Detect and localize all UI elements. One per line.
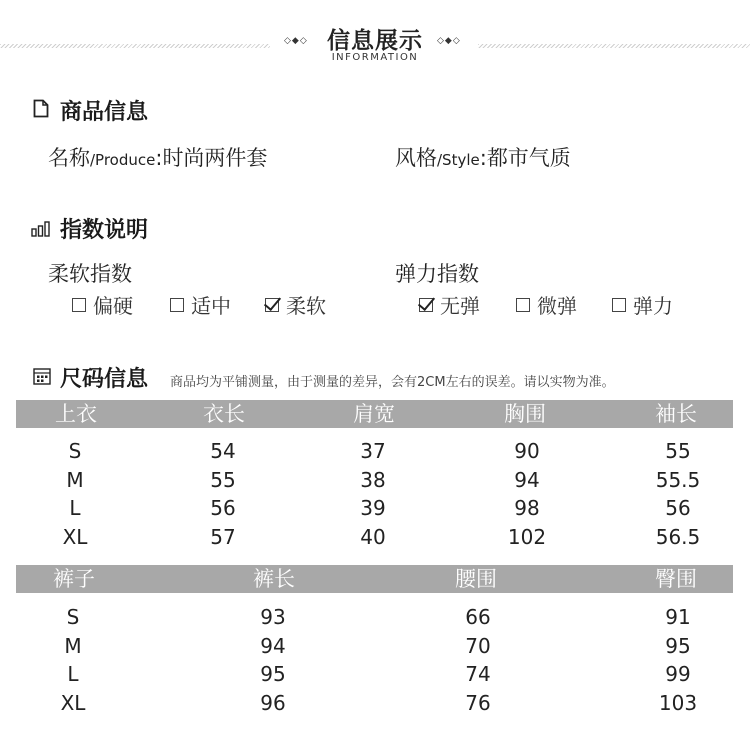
top-header-cell: 胸围 xyxy=(504,402,546,426)
checkbox-icon xyxy=(72,298,86,312)
softness-title: 柔软指数 xyxy=(48,262,132,286)
top-header-cell: 袖长 xyxy=(655,402,697,426)
header-diamonds-left: ◇◆◇ xyxy=(284,36,308,46)
header-divider-left xyxy=(0,44,270,48)
size-note: 商品均为平铺测量，由于测量的差异，会有2CM左右的误差。请以实物为准。 xyxy=(170,375,615,390)
elasticity-option-elastic: 弹力 xyxy=(612,290,673,319)
top-table-header xyxy=(16,400,733,428)
checkbox-icon xyxy=(516,298,530,312)
top-header-cell: 肩宽 xyxy=(353,402,395,426)
pants-header-cell: 裤长 xyxy=(253,567,295,591)
product-style-key-en: /Style xyxy=(437,151,480,169)
product-style-value: 都市气质 xyxy=(486,146,571,170)
product-style-sep: : xyxy=(479,146,487,170)
size-section-title: 尺码信息 xyxy=(60,367,149,392)
pants-table-header xyxy=(16,565,733,593)
product-style-key: 风格 xyxy=(395,146,437,170)
product-name-key-en: /Produce xyxy=(90,151,156,169)
product-section-title: 商品信息 xyxy=(60,100,149,125)
product-style xyxy=(395,142,571,172)
checkbox-icon xyxy=(170,298,184,312)
elasticity-option-none: 无弹 xyxy=(419,290,480,319)
checkbox-icon xyxy=(612,298,626,312)
checkbox-checked-icon xyxy=(265,298,279,312)
elasticity-option-slight: 微弹 xyxy=(516,290,577,319)
product-name xyxy=(48,142,267,172)
pants-header-cell: 裤子 xyxy=(53,567,95,591)
pants-header-cell: 臀围 xyxy=(655,567,697,591)
header-subtitle: INFORMATION xyxy=(331,52,419,63)
header-divider-right xyxy=(478,44,750,48)
calendar-icon xyxy=(33,367,51,385)
pants-header-cell: 腰围 xyxy=(455,567,497,591)
document-icon xyxy=(33,99,49,118)
top-header-cell: 上衣 xyxy=(55,402,97,426)
softness-option-medium: 适中 xyxy=(170,290,231,319)
product-name-value: 时尚两件套 xyxy=(162,146,268,170)
top-header-cell: 衣长 xyxy=(203,402,245,426)
product-name-key: 名称 xyxy=(48,146,90,170)
product-name-sep: : xyxy=(155,146,163,170)
checkbox-checked-icon xyxy=(419,298,433,312)
elasticity-title: 弹力指数 xyxy=(395,262,479,286)
softness-option-soft: 柔软 xyxy=(265,290,326,319)
softness-option-hard: 偏硬 xyxy=(72,290,133,319)
bar-chart-icon xyxy=(31,221,51,237)
header-diamonds-right: ◇◆◇ xyxy=(437,36,461,46)
header-title: 信息展示 xyxy=(327,28,423,54)
index-section-title: 指数说明 xyxy=(60,218,149,243)
